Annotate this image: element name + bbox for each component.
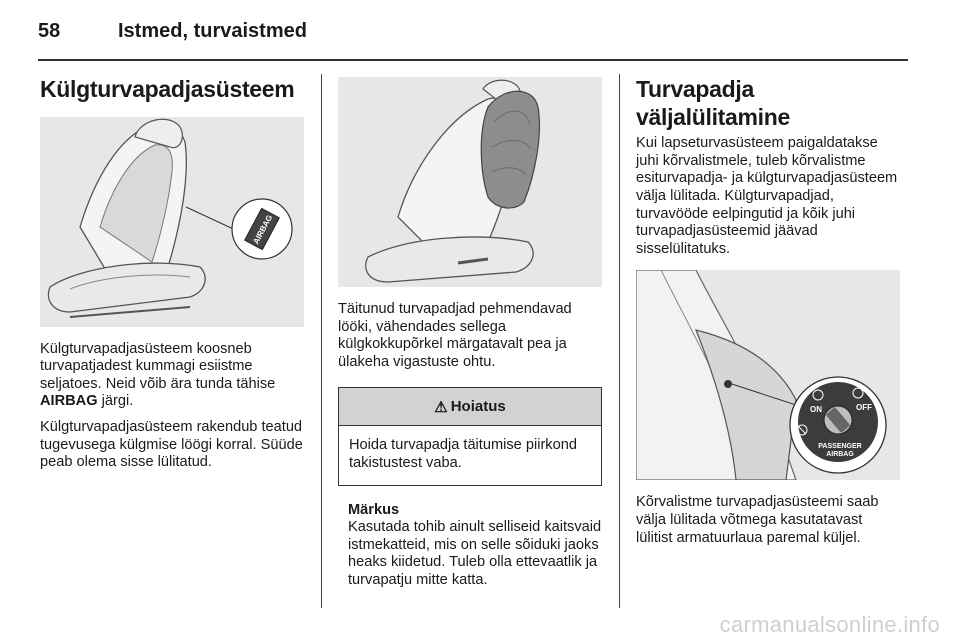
warning-header xyxy=(339,388,601,426)
column-divider-left xyxy=(321,74,322,608)
para1-tail: järgi. xyxy=(97,393,134,410)
warning-body: Hoida turvapadja täitumise piirkond takistustest vaba. xyxy=(349,437,577,471)
column-divider-right xyxy=(619,74,620,608)
column-airbag-effect xyxy=(338,72,602,590)
seat-airbag-figure xyxy=(40,117,304,327)
deactivation-paragraph-2: Kõrvalistme turvapadjasüsteemi saab välja lülitada võtmega kasutatavast lülitist armatuurlaua paremal küljel. xyxy=(636,494,879,546)
warning-title: Hoiatus xyxy=(450,398,506,416)
inflated-seat-illustration xyxy=(338,77,602,287)
seat-illustration xyxy=(40,117,304,327)
page-header xyxy=(38,18,908,58)
inflated-airbag-shape xyxy=(481,91,539,208)
para1-text: Külgturvapadjasüsteem koosneb turvapatjadest kummagi esiistme seljatoes. Neid võib ära tunda tähise xyxy=(40,340,276,392)
page-number: 58 xyxy=(38,20,61,42)
airbag-label-bold: AIRBAG xyxy=(40,393,98,410)
airbag-badge-text: AIRBAG xyxy=(251,213,275,246)
dashboard-switch-illustration xyxy=(636,270,900,480)
airbag-switch-figure xyxy=(636,270,900,480)
section-title-deactivation: Turvapadja väljalülitamine xyxy=(636,76,791,130)
column-side-airbag xyxy=(40,72,304,472)
warning-box xyxy=(338,387,602,485)
inflated-airbag-figure xyxy=(338,77,602,287)
deactivation-paragraph-1: Kui lapseturvasüsteem paigaldatakse juhi kõrvalistmele, tuleb kõrvalistme esiturvapadja- ja külgturvapadjasüsteem välja lülitada. Külgturvapadjad, turvavööde eelpingutid ja kõik juhi turvapadjasüsteemid jäävad sisselülitatuks. xyxy=(636,135,898,257)
side-airbag-paragraph-1 xyxy=(40,341,304,411)
switch-label-airbag: AIRBAG xyxy=(826,451,854,459)
side-airbag-paragraph-2: Külgturvapadjasüsteem rakendub teatud tugevusega külgmise löögi korral. Süüde peab olema sisse lülitatud. xyxy=(40,418,303,471)
note-body: Kasutada tohib ainult selliseid kaitsvaid istmekatteid, mis on selle sõiduki jaoks heaks kiidetud. Tuleb olla ettevaatlik ja turvapatju mitte katta. xyxy=(348,519,602,588)
header-rule xyxy=(38,59,908,61)
chapter-title: Istmed, turvaistmed xyxy=(118,20,307,42)
section-title-side-airbag: Külgturvapadjasüsteem xyxy=(40,76,295,102)
switch-on-label: ON xyxy=(810,405,822,415)
watermark-text: carmanualsonline.info xyxy=(719,612,940,637)
column-airbag-deactivation xyxy=(636,72,902,547)
switch-off-label: OFF xyxy=(856,403,872,413)
note-block xyxy=(338,502,602,590)
warning-triangle-icon: ⚠ xyxy=(434,398,448,416)
note-title: Märkus xyxy=(348,501,400,518)
airbag-effect-paragraph: Täitunud turvapadjad pehmendavad lööki, vähendades sellega külgkokkupõrkel märgatavalt pea ja ülakeha vigastuste ohtu. xyxy=(338,301,572,370)
switch-label-passenger: PASSENGER xyxy=(818,443,862,451)
